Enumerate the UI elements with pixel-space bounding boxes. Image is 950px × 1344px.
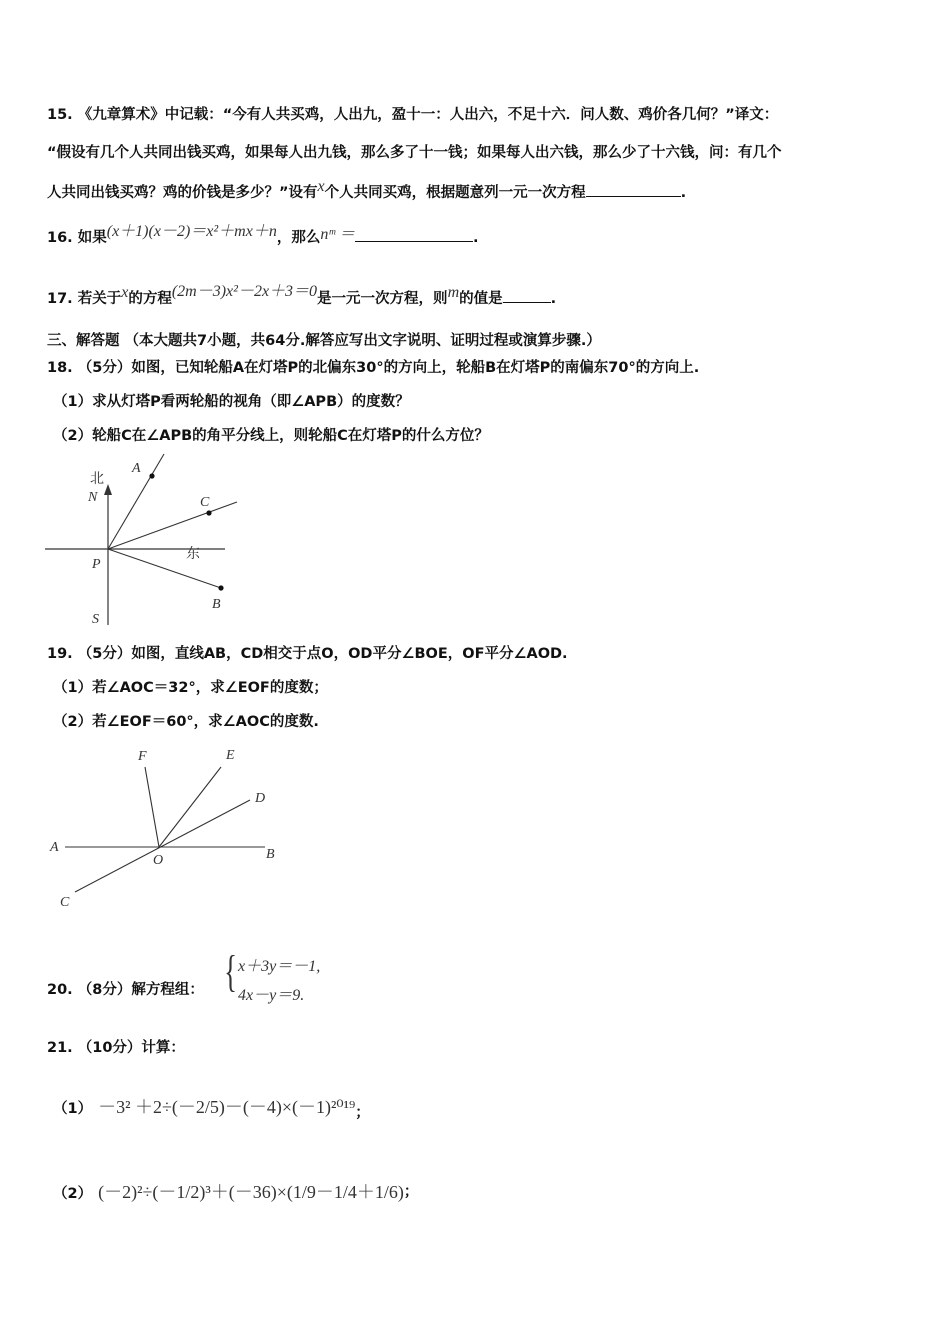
q21-part2 — [53, 1178, 418, 1204]
q16-period: . — [473, 230, 479, 246]
q16-mid: ，那么 — [276, 230, 321, 246]
label-b: B — [266, 847, 275, 862]
point-c — [206, 510, 211, 515]
q16-answer-blank[interactable] — [355, 240, 473, 242]
ray-pc — [108, 502, 237, 549]
q17-equation: (2m－3)x²－2x＋3＝0 — [171, 283, 318, 300]
label-o: O — [153, 853, 164, 868]
q20-prefix: 20. （8分）解方程组： — [47, 982, 204, 998]
q21-part1-semicolon: ； — [355, 1105, 370, 1121]
q21-part1-expression: －3² ＋2÷(－2/5)－(－4)×(－1)²⁰¹⁹ — [98, 1097, 356, 1117]
label-s: S — [92, 612, 99, 627]
label-a: A — [50, 840, 59, 855]
label-b: B — [212, 597, 221, 612]
q18-figure — [40, 450, 250, 630]
label-p: P — [92, 557, 101, 572]
q17-mid1: 的方程 — [128, 291, 172, 307]
q21-part2-label: （2） — [53, 1186, 93, 1202]
q18-part2: （2）轮船C在∠APB的角平分线上，则轮船C在灯塔P的什么方位？ — [53, 428, 489, 444]
q17-var-x: x — [121, 284, 129, 301]
label-north-char: 北 — [90, 471, 104, 487]
label-c: C — [200, 495, 210, 510]
q19-part1: （1）若∠AOC＝32°，求∠EOF的度数； — [53, 680, 328, 696]
q15-line3-text-b: 个人共同买鸡，根据题意列一元一次方程 — [324, 185, 586, 201]
label-east: 东 — [186, 546, 200, 562]
label-c: C — [60, 895, 70, 910]
q15-var-x: x — [317, 178, 325, 195]
q15-line3-text-a: 人共同出钱买鸡？鸡的价钱是多少？”设有 — [47, 185, 318, 201]
label-a: A — [132, 461, 141, 476]
q17-var-m: m — [447, 284, 460, 301]
point-a — [149, 473, 154, 478]
q17-line — [47, 278, 556, 308]
label-e: E — [226, 748, 235, 763]
q15-line3 — [47, 178, 686, 202]
ray-pb — [108, 549, 221, 588]
system-brace-icon: { — [224, 947, 237, 996]
q20-equation-1: x＋3y＝－1, — [238, 958, 321, 975]
q21-stem: 21. （10分）计算： — [47, 1040, 185, 1056]
section-3-heading: 三、解答题 （本大题共7小题，共64分.解答应写出文字说明、证明过程或演算步骤.） — [47, 333, 601, 349]
q15-answer-blank[interactable] — [586, 195, 681, 197]
q19-stem: 19. （5分）如图，直线AB，CD相交于点O，OD平分∠BOE，OF平分∠AOD. — [47, 646, 568, 662]
ray-oe — [159, 767, 221, 847]
q17-end: 的值是 — [459, 291, 503, 307]
ray-of — [145, 767, 159, 847]
q21-part2-semicolon: ； — [403, 1184, 419, 1200]
q15-line2: “假设有几个人共同出钱买鸡，如果每人出九钱，那么多了十一钱；如果每人出六钱，那么少了十六钱，问：有几个 — [47, 145, 782, 161]
q16-line — [47, 218, 479, 247]
q18-part1: （1）求从灯塔P看两轮船的视角（即∠APB）的度数？ — [53, 394, 410, 410]
label-d: D — [255, 791, 266, 806]
q21-part1 — [53, 1093, 370, 1122]
q17-period: . — [550, 291, 557, 307]
q17-mid2: 是一元一次方程，则 — [317, 291, 448, 307]
label-f: F — [138, 749, 147, 764]
north-arrow-icon — [104, 484, 112, 495]
q19-part2: （2）若∠EOF＝60°，求∠AOC的度数. — [53, 714, 319, 730]
q17-answer-blank[interactable] — [503, 301, 551, 303]
q15-line1: 15. 《九章算术》中记载：“今有人共买鸡，人出九，盈十一：人出六，不足十六．问人数、鸡价各几何？”译文： — [47, 107, 779, 123]
q16-expression: nᵐ ＝ — [320, 226, 356, 243]
q18-stem: 18. （5分）如图，已知轮船A在灯塔P的北偏东30°的方向上，轮船B在灯塔P的南偏东70°的方向上. — [47, 360, 700, 376]
q16-equation: (x＋1)(x－2)＝x²＋mx＋n — [106, 223, 277, 240]
q19-figure — [45, 740, 285, 915]
line-cd — [75, 800, 250, 892]
q20-equation-2: 4x－y＝9. — [238, 987, 305, 1004]
label-n: N — [88, 490, 98, 505]
q21-part1-label: （1） — [53, 1101, 93, 1117]
q15-period: . — [680, 185, 687, 201]
point-b — [218, 585, 223, 590]
q21-part2-expression: (－2)²÷(－1/2)³＋(－36)×(1/9－1/4＋1/6) — [98, 1182, 404, 1202]
q16-prefix: 16. 如果 — [47, 230, 107, 246]
q17-prefix: 17. 若关于 — [47, 291, 122, 307]
